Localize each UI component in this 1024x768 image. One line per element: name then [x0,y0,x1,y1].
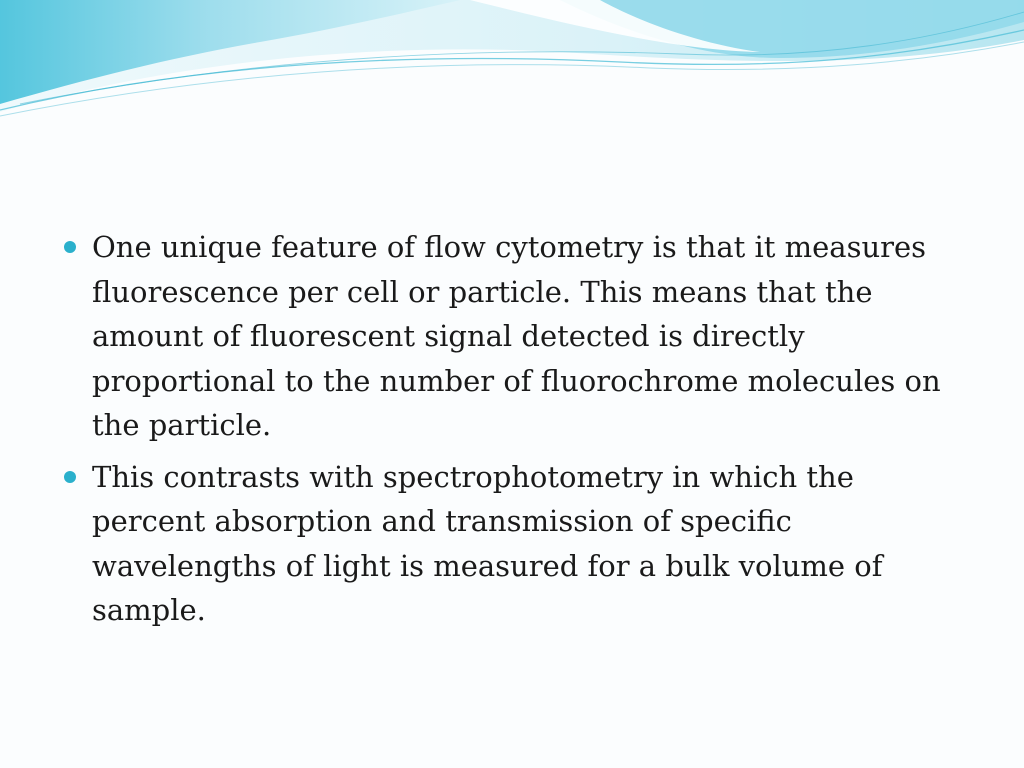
bullet-text: This contrasts with spectrophotometry in which the percent absorption and transmission of specific wavelengths of light is measured for a bulk volume of sample. [92,459,883,627]
bullet-item [62,225,962,448]
bullet-list [62,225,962,633]
bullet-dot-icon [64,471,76,483]
bullet-text: One unique feature of flow cytometry is that it measures fluorescence per cell or particle. This means that the amount of fluorescent signal detected is directly proportional to the number of fluorochrome molecules on the particle. [92,230,941,442]
slide-body [62,225,962,640]
bullet-dot-icon [64,241,76,253]
bullet-item [62,455,962,633]
wave-header-decoration [0,0,1024,130]
